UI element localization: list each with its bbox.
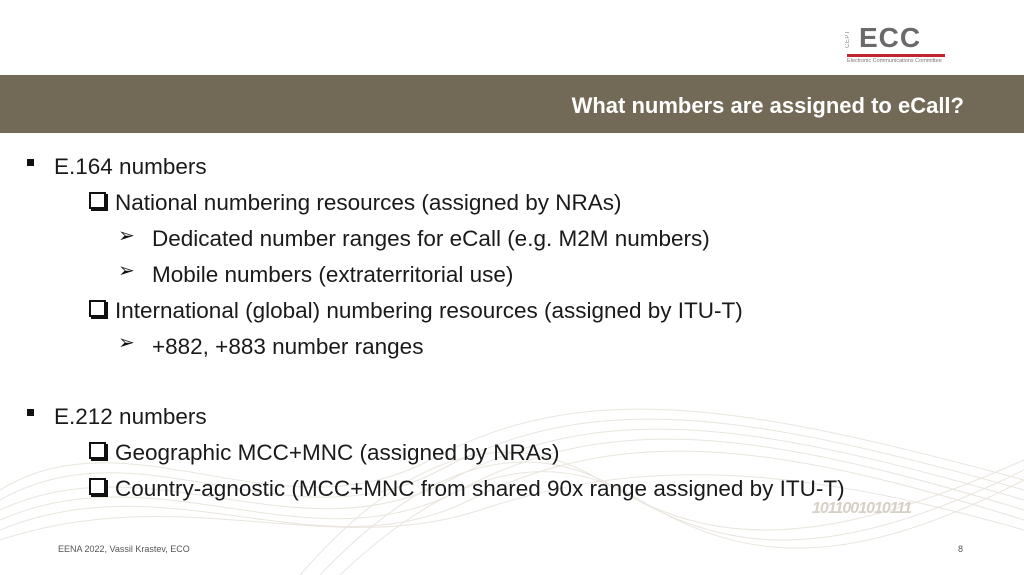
logo-mark: ECC: [859, 22, 922, 53]
list-item: Country-agnostic (MCC+MNC from shared 90x range assigned by ITU-T): [115, 476, 845, 501]
logo-red-line: [847, 54, 945, 57]
list-item: National numbering resources (assigned by NRAs): [115, 190, 622, 215]
arrow-bullet-icon: ➢: [118, 225, 135, 247]
background-wave-decoration: [0, 360, 1024, 575]
checkbox-bullet-icon: [89, 192, 106, 209]
ecc-logo: [845, 22, 945, 68]
list-item: Dedicated number ranges for eCall (e.g. M2M numbers): [152, 226, 710, 251]
logo-subtitle: Electronic Communications Committee: [847, 58, 942, 64]
page-number: 8: [958, 544, 964, 554]
bullet-square-icon: [27, 409, 34, 416]
arrow-bullet-icon: ➢: [118, 332, 135, 354]
checkbox-bullet-icon: [89, 300, 106, 317]
title-bar: [0, 75, 1024, 133]
binary-decoration: 1011001010111: [812, 500, 912, 517]
checkbox-bullet-icon: [89, 442, 106, 459]
footer-credit: EENA 2022, Vassil Krastev, ECO: [58, 544, 190, 554]
list-item: Geographic MCC+MNC (assigned by NRAs): [115, 440, 560, 465]
arrow-bullet-icon: ➢: [118, 260, 135, 282]
list-item: Mobile numbers (extraterritorial use): [152, 262, 514, 287]
list-item: +882, +883 number ranges: [152, 334, 424, 359]
list-item: International (global) numbering resources (assigned by ITU-T): [115, 298, 743, 323]
list-item: E.164 numbers: [54, 154, 207, 179]
slide-title: What numbers are assigned to eCall?: [571, 93, 964, 118]
checkbox-bullet-icon: [89, 478, 106, 495]
list-item: E.212 numbers: [54, 404, 207, 429]
bullet-square-icon: [27, 159, 34, 166]
logo-cept-text: CEPT: [845, 30, 851, 49]
